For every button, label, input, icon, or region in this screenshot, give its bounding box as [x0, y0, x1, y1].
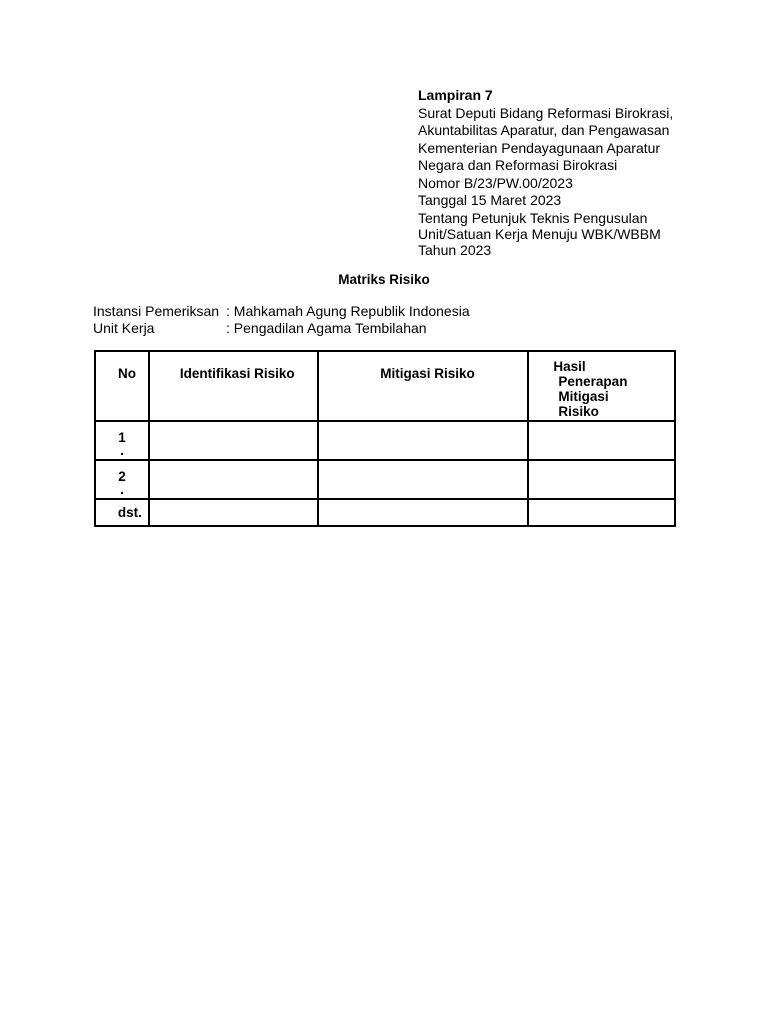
instansi-label: Instansi Pemeriksan	[93, 303, 220, 319]
identifikasi-cell	[149, 421, 318, 460]
header-line: Akuntabilitas Aparatur, dan Pengawasan	[418, 122, 670, 138]
mitigasi-cell	[318, 499, 528, 526]
unit-value: : Pengadilan Agama Tembilahan	[226, 320, 427, 336]
header-hasil-line: Risiko	[558, 404, 599, 419]
hasil-cell	[528, 421, 675, 460]
row-number-dot: .	[120, 443, 124, 458]
header-line: Tahun 2023	[418, 241, 492, 258]
table-row	[95, 460, 675, 499]
header-line: Negara dan Reformasi Birokrasi	[418, 157, 618, 173]
header-no: No	[95, 351, 149, 421]
mitigasi-cell	[318, 421, 528, 460]
instansi-value: : Mahkamah Agung Republik Indonesia	[226, 303, 470, 319]
header-identifikasi: Identifikasi Risiko	[149, 351, 318, 421]
header-mitigasi: Mitigasi Risiko	[318, 351, 528, 421]
attachment-header	[418, 87, 718, 258]
header-hasil	[528, 351, 675, 421]
header-line: Surat Deputi Bidang Reformasi Birokrasi,	[418, 104, 674, 121]
row-number-cell	[95, 460, 149, 499]
row-number-dot: .	[120, 482, 124, 497]
header-line: Unit/Satuan Kerja Menuju WBK/WBBM	[418, 225, 661, 242]
info-block	[93, 303, 470, 337]
row-number-dst: dst.	[95, 499, 149, 526]
hasil-cell	[528, 460, 675, 499]
mitigasi-cell	[318, 460, 528, 499]
instansi-row	[93, 303, 470, 320]
table-row	[95, 499, 675, 526]
header-line: Kementerian Pendayagunaan Aparatur	[418, 139, 661, 156]
document-title: Matriks Risiko	[338, 272, 430, 287]
identifikasi-cell	[149, 499, 318, 526]
attachment-title: Lampiran 7	[418, 87, 493, 103]
identifikasi-cell	[149, 460, 318, 499]
header-hasil-line: Hasil	[553, 359, 586, 374]
row-number: 1	[118, 430, 126, 445]
table-row	[95, 421, 675, 460]
header-line: Tentang Petunjuk Teknis Pengusulan	[418, 209, 648, 226]
risk-matrix-table	[94, 350, 676, 527]
row-number-cell	[95, 421, 149, 460]
hasil-cell	[528, 499, 675, 526]
row-number: 2	[118, 469, 126, 484]
header-line: Tanggal 15 Maret 2023	[418, 192, 562, 208]
header-line: Nomor B/23/PW.00/2023	[418, 174, 573, 191]
header-hasil-line: Mitigasi	[558, 389, 609, 404]
header-hasil-line: Penerapan	[558, 374, 628, 389]
table-header-row	[95, 351, 675, 421]
unit-row	[93, 320, 470, 337]
unit-label: Unit Kerja	[93, 320, 155, 336]
